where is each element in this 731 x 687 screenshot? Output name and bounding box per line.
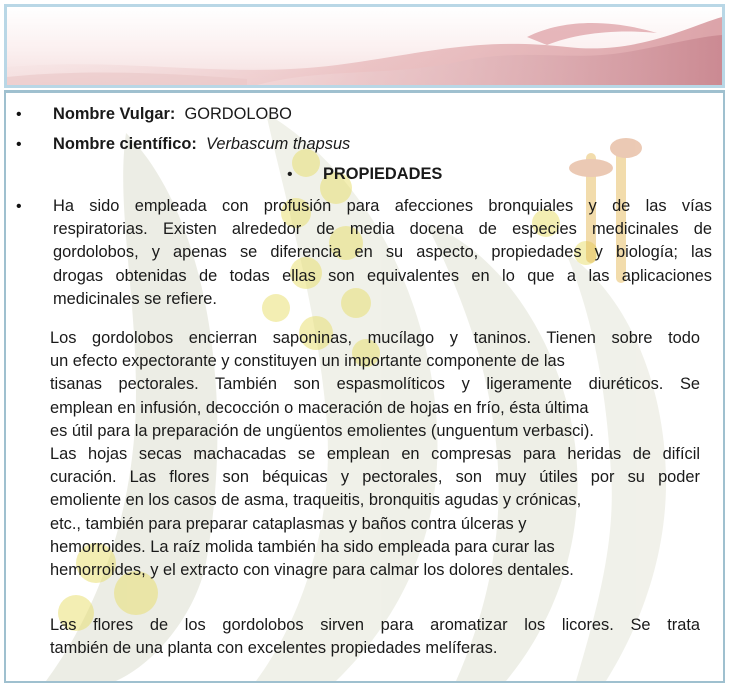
scientific-name-label: Nombre científico:	[53, 135, 197, 153]
paragraph-line: emplean en infusión, decocción o maceración de hojas en frío, ésta última	[50, 398, 589, 417]
header-banner	[4, 4, 725, 88]
paragraph-line: Los gordolobos encierran saponinas, mucílago y taninos. Tienen sobre todo	[50, 329, 700, 347]
bullet-icon: •	[16, 106, 22, 123]
paragraph-line: gordolobos, y apenas se diferencia en su aspecto, propiedades y biología; las	[53, 243, 712, 262]
paragraph-line: también de una planta con excelentes propiedades melíferas.	[50, 639, 498, 658]
common-name-label: Nombre Vulgar:	[53, 105, 176, 123]
paragraph-line: Las hojas secas machacadas se emplean en compresas para heridas de difícil	[50, 445, 700, 464]
paragraph-line: tisanas pectorales. También son espasmolíticos y ligeramente diuréticos. Se	[50, 375, 700, 394]
paragraph-1	[53, 195, 712, 311]
paragraph-line: Las flores de los gordolobos sirven para aromatizar los licores. Se trata	[50, 616, 700, 634]
document-body	[6, 93, 723, 681]
paragraph-line: un efecto expectorante y constituyen un importante componente de las	[50, 352, 565, 371]
bullet-icon: •	[287, 166, 293, 183]
content-panel	[4, 93, 725, 683]
scientific-name-value: Verbascum thapsus	[206, 135, 351, 153]
paragraph-line: respiratorias. Existen alrededor de media docena de especies medicinales de	[53, 220, 712, 239]
paragraph-line: hemorroides, y el extracto con vinagre para calmar los dolores dentales.	[50, 561, 574, 580]
paragraph-3	[50, 614, 700, 660]
common-name-value: GORDOLOBO	[184, 105, 292, 123]
bullet-icon: •	[16, 198, 22, 215]
paragraph-line: es útil para la preparación de ungüentos emolientes (unguentum verbasci).	[50, 421, 594, 440]
paragraph-line: medicinales se refiere.	[53, 289, 217, 308]
paragraph-line: drogas obtenidas de todas ellas son equivalentes en lo que a las aplicaciones	[53, 266, 712, 285]
section-heading: PROPIEDADES	[323, 165, 443, 183]
paragraph-line: Ha sido empleada con profusión para afecciones bronquiales y de las vías	[53, 197, 712, 215]
paragraph-2	[50, 327, 700, 582]
paragraph-line: curación. Las flores son béquicas y pectorales, son muy útiles por su poder	[50, 468, 700, 487]
scientific-name-line	[53, 133, 350, 156]
common-name-line	[53, 103, 292, 126]
paragraph-line: emoliente en los casos de asma, traqueitis, bronquitis agudas y crónicas,	[50, 491, 582, 510]
bullet-icon: •	[16, 136, 22, 153]
paragraph-line: hemorroides. La raíz molida también ha sido empleada para curar las	[50, 537, 555, 556]
decorative-wave-graphic	[7, 7, 722, 85]
paragraph-line: etc., también para preparar cataplasmas y baños contra úlceras y	[50, 514, 527, 533]
